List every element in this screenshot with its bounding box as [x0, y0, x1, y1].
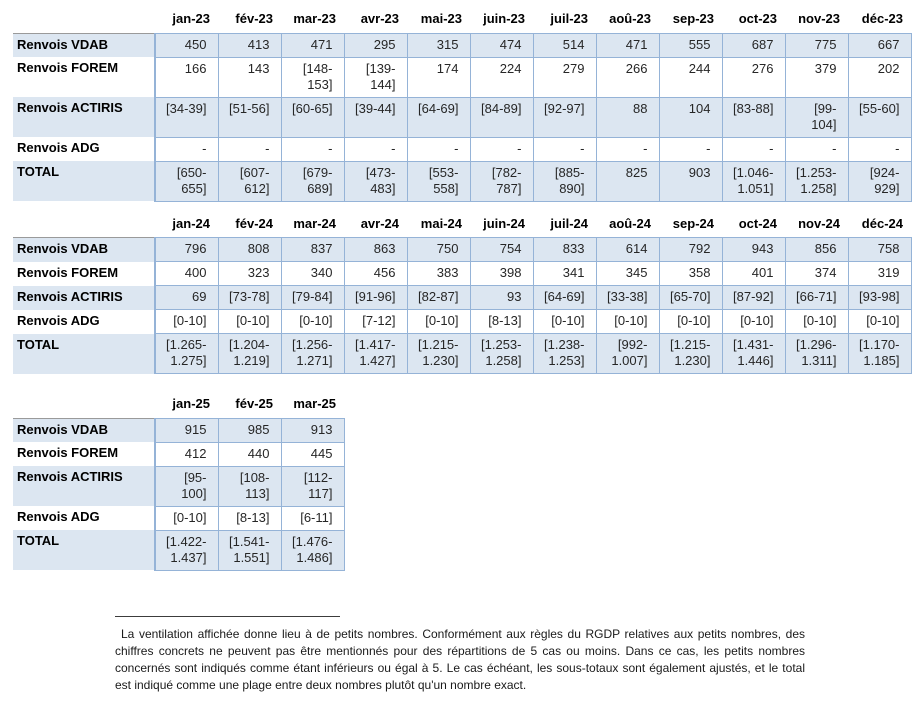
row-label-cell: Renvois ACTIRIS	[13, 97, 155, 137]
renvois-table-2025	[13, 390, 345, 571]
data-cell: -	[533, 137, 596, 161]
data-cell: [0-10]	[848, 310, 911, 334]
month-header-cell: mar-23	[293, 11, 336, 27]
data-cell: 174	[407, 57, 470, 97]
data-cell: 450	[155, 33, 218, 57]
month-header-row	[13, 390, 344, 418]
row-label-cell: TOTAL	[13, 530, 155, 570]
data-cell: [0-10]	[407, 310, 470, 334]
data-cell: 687	[722, 33, 785, 57]
table-row	[13, 238, 911, 262]
data-cell: 750	[407, 238, 470, 262]
data-cell: [650-655]	[155, 161, 218, 201]
month-header-cell: mar-24	[293, 215, 336, 231]
data-cell: [0-10]	[785, 310, 848, 334]
month-header-cell: aoû-23	[609, 11, 651, 27]
data-cell: 792	[659, 238, 722, 262]
data-cell: 555	[659, 33, 722, 57]
renvois-table-2024-container	[13, 210, 917, 375]
data-cell: [33-38]	[596, 286, 659, 310]
month-header-cell: oct-24	[738, 215, 777, 231]
data-cell: [139-144]	[344, 57, 407, 97]
row-label-cell: Renvois ADG	[13, 310, 155, 334]
data-cell: 401	[722, 262, 785, 286]
data-cell: 796	[155, 238, 218, 262]
month-header-cell: jan-24	[172, 215, 210, 231]
data-cell: [82-87]	[407, 286, 470, 310]
data-cell: 413	[218, 33, 281, 57]
month-header-cell: juil-23	[550, 11, 588, 27]
data-cell: [39-44]	[344, 97, 407, 137]
row-label-cell: Renvois ACTIRIS	[13, 286, 155, 310]
data-cell: [0-10]	[218, 310, 281, 334]
data-cell: [0-10]	[659, 310, 722, 334]
data-cell: 514	[533, 33, 596, 57]
data-cell: 833	[533, 238, 596, 262]
row-label-cell: Renvois VDAB	[13, 418, 155, 442]
data-cell: 471	[281, 33, 344, 57]
data-cell: -	[155, 137, 218, 161]
table-row	[13, 57, 911, 97]
data-cell: 93	[470, 286, 533, 310]
month-header-cell: mar-25	[293, 396, 336, 412]
data-cell: 775	[785, 33, 848, 57]
table-row	[13, 137, 911, 161]
row-label-cell: Renvois VDAB	[13, 238, 155, 262]
data-cell: 358	[659, 262, 722, 286]
data-cell: 903	[659, 161, 722, 201]
data-cell: [55-60]	[848, 97, 911, 137]
data-cell: 319	[848, 262, 911, 286]
renvois-table-2023-container	[13, 5, 917, 202]
data-cell: 383	[407, 262, 470, 286]
data-cell: 398	[470, 262, 533, 286]
table-row	[13, 418, 344, 442]
footnote-separator-rule	[115, 616, 340, 617]
data-cell: 758	[848, 238, 911, 262]
data-cell: 104	[659, 97, 722, 137]
data-cell: [112-117]	[281, 466, 344, 506]
table-row	[13, 286, 911, 310]
month-header-cell: fév-23	[235, 11, 273, 27]
corner-cell	[13, 390, 155, 418]
data-cell: -	[344, 137, 407, 161]
table-row	[13, 530, 344, 570]
data-cell: -	[659, 137, 722, 161]
data-cell: [1.476-1.486]	[281, 530, 344, 570]
data-cell: [8-13]	[218, 506, 281, 530]
data-cell: -	[470, 137, 533, 161]
data-cell: [84-89]	[470, 97, 533, 137]
data-cell: [0-10]	[155, 310, 218, 334]
row-label-cell: Renvois FOREM	[13, 442, 155, 466]
data-cell: -	[848, 137, 911, 161]
month-header-row	[13, 5, 911, 33]
month-header-cell: sep-24	[672, 215, 714, 231]
data-cell: [1.253-1.258]	[785, 161, 848, 201]
data-cell: 412	[155, 442, 218, 466]
data-cell: 754	[470, 238, 533, 262]
month-header-cell: avr-24	[360, 215, 399, 231]
data-cell: 315	[407, 33, 470, 57]
data-cell: [1.238-1.253]	[533, 334, 596, 374]
data-cell: 667	[848, 33, 911, 57]
data-cell: [64-69]	[407, 97, 470, 137]
data-cell: [1.541-1.551]	[218, 530, 281, 570]
data-cell: 244	[659, 57, 722, 97]
data-cell: 345	[596, 262, 659, 286]
data-cell: [64-69]	[533, 286, 596, 310]
data-cell: 374	[785, 262, 848, 286]
data-cell: [1.215-1.230]	[659, 334, 722, 374]
data-cell: [1.431-1.446]	[722, 334, 785, 374]
table-row	[13, 161, 911, 201]
data-cell: [87-92]	[722, 286, 785, 310]
data-cell: -	[785, 137, 848, 161]
data-cell: 837	[281, 238, 344, 262]
data-cell: [1.417-1.427]	[344, 334, 407, 374]
month-header-row	[13, 210, 911, 238]
data-cell: 863	[344, 238, 407, 262]
row-label-cell: Renvois ADG	[13, 506, 155, 530]
data-cell: 266	[596, 57, 659, 97]
data-cell: [885-890]	[533, 161, 596, 201]
month-header-cell: aoû-24	[609, 215, 651, 231]
month-header-cell: sep-23	[672, 11, 714, 27]
data-cell: [1.215-1.230]	[407, 334, 470, 374]
row-label-cell: Renvois VDAB	[13, 33, 155, 57]
data-cell: [607-612]	[218, 161, 281, 201]
data-cell: 915	[155, 418, 218, 442]
data-cell: [992-1.007]	[596, 334, 659, 374]
data-cell: [679-689]	[281, 161, 344, 201]
data-cell: [65-70]	[659, 286, 722, 310]
data-cell: [0-10]	[533, 310, 596, 334]
data-cell: [91-96]	[344, 286, 407, 310]
data-cell: [66-71]	[785, 286, 848, 310]
month-header-cell: nov-23	[798, 11, 840, 27]
month-header-cell: juin-23	[483, 11, 525, 27]
table-row	[13, 33, 911, 57]
month-header-cell: fév-25	[235, 396, 273, 412]
data-cell: [34-39]	[155, 97, 218, 137]
data-cell: 202	[848, 57, 911, 97]
data-cell: 943	[722, 238, 785, 262]
row-label-cell: TOTAL	[13, 161, 155, 201]
data-cell: [1.046-1.051]	[722, 161, 785, 201]
data-cell: 400	[155, 262, 218, 286]
data-cell: 474	[470, 33, 533, 57]
row-label-cell: Renvois FOREM	[13, 57, 155, 97]
month-header-cell: déc-24	[861, 215, 903, 231]
data-cell: 614	[596, 238, 659, 262]
data-cell: 88	[596, 97, 659, 137]
data-cell: -	[407, 137, 470, 161]
data-cell: [1.422-1.437]	[155, 530, 218, 570]
renvois-table-2024	[13, 210, 912, 375]
footnote-text: La ventilation affichée donne lieu à de petits nombres. Conformément aux règles du RGDP relatives aux petits nombres, des chiffres concrets ne peuvent pas être mentionnés pour des répartitions de 5 cas ou moins. Dans ce cas, les petits nombres concernés sont indiqués comme étant inférieurs ou égal à 5. Le cas échéant, les sous-totaux sont également ajustés, et le total est indiqué comme une plage entre deux nombres plutôt qu'un nombre exact.	[115, 626, 805, 692]
data-cell: [79-84]	[281, 286, 344, 310]
data-cell: 808	[218, 238, 281, 262]
data-cell: 379	[785, 57, 848, 97]
data-cell: 440	[218, 442, 281, 466]
data-cell: [93-98]	[848, 286, 911, 310]
data-cell: [0-10]	[596, 310, 659, 334]
month-header-cell: fév-24	[235, 215, 273, 231]
month-header-cell: nov-24	[798, 215, 840, 231]
data-cell: [1.265-1.275]	[155, 334, 218, 374]
data-cell: [95-100]	[155, 466, 218, 506]
data-cell: 295	[344, 33, 407, 57]
table-row	[13, 97, 911, 137]
data-cell: [83-88]	[722, 97, 785, 137]
month-header-cell: jan-23	[172, 11, 210, 27]
month-header-cell: oct-23	[738, 11, 777, 27]
table-row	[13, 262, 911, 286]
row-label-cell: Renvois ADG	[13, 137, 155, 161]
data-cell: 323	[218, 262, 281, 286]
data-cell: 456	[344, 262, 407, 286]
data-cell: 166	[155, 57, 218, 97]
data-cell: 341	[533, 262, 596, 286]
data-cell: [473-483]	[344, 161, 407, 201]
month-header-cell: mai-24	[420, 215, 462, 231]
data-cell: [553-558]	[407, 161, 470, 201]
data-cell: [0-10]	[722, 310, 785, 334]
data-cell: -	[596, 137, 659, 161]
table-row	[13, 442, 344, 466]
data-cell: [92-97]	[533, 97, 596, 137]
data-cell: 69	[155, 286, 218, 310]
data-cell: 445	[281, 442, 344, 466]
row-label-cell: TOTAL	[13, 334, 155, 374]
month-header-cell: avr-23	[360, 11, 399, 27]
data-cell: [0-10]	[281, 310, 344, 334]
data-cell: [1.170-1.185]	[848, 334, 911, 374]
data-cell: [7-12]	[344, 310, 407, 334]
data-cell: -	[281, 137, 344, 161]
data-cell: [99-104]	[785, 97, 848, 137]
table-row	[13, 466, 344, 506]
data-cell: 279	[533, 57, 596, 97]
table-row	[13, 310, 911, 334]
corner-cell	[13, 5, 155, 33]
data-cell: [148-153]	[281, 57, 344, 97]
data-cell: [73-78]	[218, 286, 281, 310]
corner-cell	[13, 210, 155, 238]
month-header-cell: jan-25	[172, 396, 210, 412]
data-cell: 340	[281, 262, 344, 286]
data-cell: 471	[596, 33, 659, 57]
data-cell: -	[218, 137, 281, 161]
data-cell: [0-10]	[155, 506, 218, 530]
data-cell: 276	[722, 57, 785, 97]
data-cell: [60-65]	[281, 97, 344, 137]
data-cell: 985	[218, 418, 281, 442]
data-cell: -	[722, 137, 785, 161]
data-cell: [6-11]	[281, 506, 344, 530]
data-cell: 825	[596, 161, 659, 201]
month-header-cell: mai-23	[420, 11, 462, 27]
footnote	[115, 616, 805, 694]
data-cell: 913	[281, 418, 344, 442]
table-row	[13, 334, 911, 374]
renvois-table-2025-container	[13, 390, 917, 571]
data-cell: [8-13]	[470, 310, 533, 334]
data-cell: [924-929]	[848, 161, 911, 201]
data-cell: 856	[785, 238, 848, 262]
data-cell: [1.296-1.311]	[785, 334, 848, 374]
month-header-cell: déc-23	[861, 11, 903, 27]
month-header-cell: juin-24	[483, 215, 525, 231]
row-label-cell: Renvois ACTIRIS	[13, 466, 155, 506]
data-cell: [1.253-1.258]	[470, 334, 533, 374]
month-header-cell: juil-24	[550, 215, 588, 231]
data-cell: [51-56]	[218, 97, 281, 137]
data-cell: [1.204-1.219]	[218, 334, 281, 374]
renvois-table-2023	[13, 5, 912, 202]
data-cell: 143	[218, 57, 281, 97]
data-cell: [1.256-1.271]	[281, 334, 344, 374]
table-row	[13, 506, 344, 530]
row-label-cell: Renvois FOREM	[13, 262, 155, 286]
data-cell: [782-787]	[470, 161, 533, 201]
data-cell: [108-113]	[218, 466, 281, 506]
data-cell: 224	[470, 57, 533, 97]
